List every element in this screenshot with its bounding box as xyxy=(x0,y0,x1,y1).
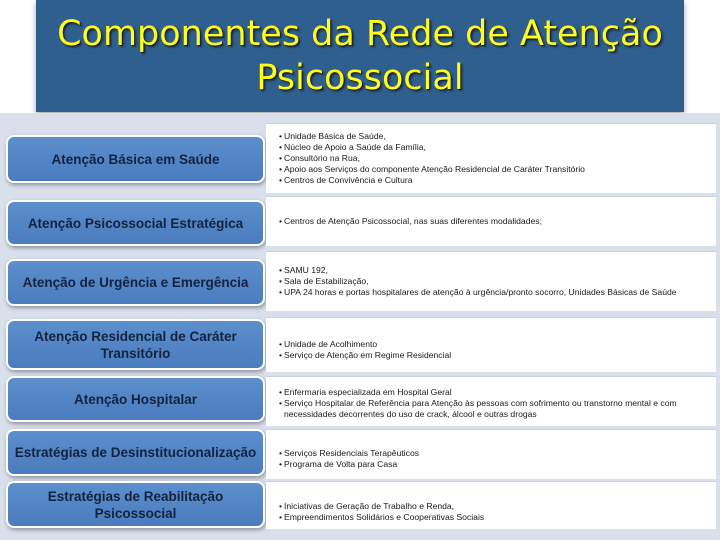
component-row-residencial-transitorio xyxy=(0,317,720,372)
slide-title-line-1: Componentes da Rede de Atenção xyxy=(57,14,663,54)
component-details xyxy=(266,123,716,193)
component-row-hospitalar xyxy=(0,376,720,426)
detail-item: • Unidade de Acolhimento xyxy=(284,339,708,350)
component-row-psicossocial-estrategica xyxy=(0,196,720,246)
component-row-reabilitacao xyxy=(0,481,720,537)
component-row-urgencia-emergencia xyxy=(0,251,720,311)
component-details xyxy=(266,376,716,426)
detail-item: • Sala de Estabilização, xyxy=(284,276,708,287)
detail-item: • SAMU 192, xyxy=(284,265,708,276)
component-label: Atenção Residencial de Caráter Transitório xyxy=(6,319,265,370)
slide-title-line-2: Psicossocial xyxy=(256,58,464,98)
detail-item: • Empreendimentos Solidários e Cooperativas Sociais xyxy=(284,512,708,523)
component-details xyxy=(266,196,716,246)
detail-item: • Iniciativas de Geração de Trabalho e Renda, xyxy=(284,501,708,512)
detail-item: • Serviço de Atenção em Regime Residencial xyxy=(284,350,708,361)
component-details xyxy=(266,429,716,479)
detail-item: • Centros de Convivência e Cultura xyxy=(284,175,708,186)
component-row-desinstitucionalizacao xyxy=(0,429,720,479)
detail-item: • Centros de Atenção Psicossocial, nas suas diferentes modalidades; xyxy=(284,216,708,227)
detail-item: • Unidade Básica de Saúde, xyxy=(284,131,708,142)
detail-item: • Serviços Residenciais Terapêuticos xyxy=(284,448,708,459)
detail-item: • Enfermaria especializada em Hospital Geral xyxy=(284,387,708,398)
slide-title xyxy=(36,0,684,112)
detail-item: • Consultório na Rua, xyxy=(284,153,708,164)
detail-item: • Serviço Hospitalar de Referência para Atenção às pessoas com sofrimento ou transtorno mental e com necessidades decorrentes do uso de crack, álcool e outras drogas xyxy=(284,398,708,420)
component-label: Estratégias de Desinstitucionalização xyxy=(6,429,265,476)
component-row-atencao-basica xyxy=(0,123,720,193)
detail-item: • Programa de Volta para Casa xyxy=(284,459,708,470)
detail-item: • Apoio aos Serviços do componente Atenção Residencial de Caráter Transitório xyxy=(284,164,708,175)
component-details xyxy=(266,251,716,311)
component-details xyxy=(266,317,716,372)
component-label: Atenção de Urgência e Emergência xyxy=(6,259,265,306)
detail-item: • Núcleo de Apoio a Saúde da Família, xyxy=(284,142,708,153)
component-label: Atenção Básica em Saúde xyxy=(6,135,265,183)
component-label: Estratégias de Reabilitação Psicossocial xyxy=(6,481,265,528)
component-label: Atenção Hospitalar xyxy=(6,376,265,422)
component-label: Atenção Psicossocial Estratégica xyxy=(6,200,265,246)
component-details xyxy=(266,481,716,529)
detail-item: • UPA 24 horas e portas hospitalares de atenção à urgência/pronto socorro, Unidades Básicas de Saúde xyxy=(284,287,708,298)
